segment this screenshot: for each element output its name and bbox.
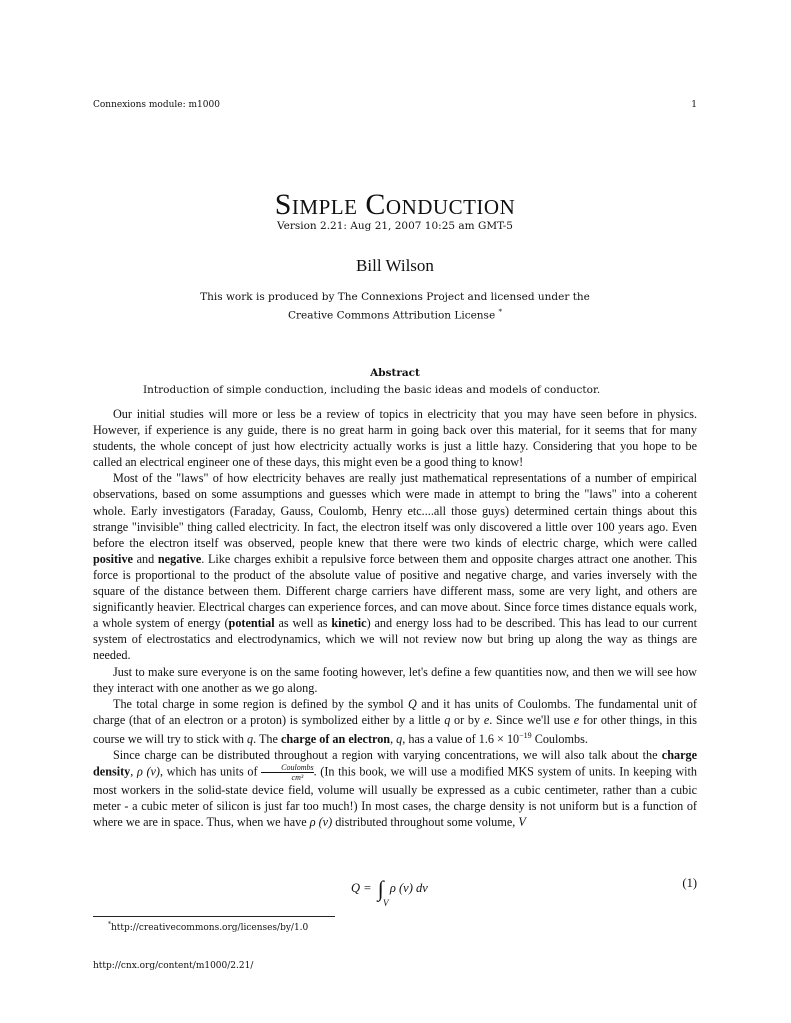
module-id: Connexions module: m1000 <box>93 100 220 110</box>
paragraph-text: and it has units of Coulombs. The fundamental unit of charge (that of an electron or a proton) is symbolized either by a little <box>93 696 697 727</box>
paragraph-text: , <box>390 731 397 746</box>
footnote-divider <box>93 916 335 917</box>
running-footer[interactable]: http://cnx.org/content/m1000/2.21/ <box>93 961 254 971</box>
title-block <box>93 188 697 324</box>
math-symbol: e <box>483 712 490 727</box>
units-fraction <box>261 763 313 782</box>
license-notice <box>93 290 697 324</box>
integral-subscript: V <box>383 898 389 908</box>
paragraph-text: and <box>132 551 158 566</box>
integral-sign: ∫ <box>377 876 384 901</box>
paragraph <box>93 664 697 696</box>
paragraph-text: Just to make sure everyone is on the same footing however, let's define a few quantities now, and then we will see how they interact with one another as we go along. <box>93 664 697 695</box>
footnote-mark: * <box>108 921 111 928</box>
paragraph-text: . Since we'll use <box>489 712 574 727</box>
equation-body <box>351 872 428 908</box>
math-symbol: q <box>396 731 403 746</box>
math-symbol: ρ (ν) <box>309 815 333 830</box>
term-positive: positive <box>93 551 133 566</box>
paragraph <box>93 470 697 663</box>
footnote-link[interactable]: http://creativecommons.org/licenses/by/1.0 <box>111 923 309 933</box>
charge-value: 1.6 × 10 <box>478 731 520 746</box>
math-symbol: Q <box>408 696 417 711</box>
paragraph-text: Most of the "laws" of how electricity behaves are really just mathematical representations of a number of empirical observations, based on some assumptions and guesses which were made in attempt to bring the "laws" into a coherent whole. Early investigators (Faraday, Gauss, Coulomb, Henry etc....all those guys) determined certain things about this strange "invisible" thing called electricity. In fact, the electron itself was only discovered a little over 100 years ago. Even before the electron itself was observed, people knew that there were two kinds of electric charge, which were called <box>93 471 697 550</box>
equation-integrand: ρ (ν) dν <box>389 881 428 895</box>
abstract-heading: Abstract <box>370 367 420 379</box>
paragraph-text: , has a value of <box>402 731 479 746</box>
paragraph-text: . (In this book, we will use a modified MKS system of units. In keeping with most workers in the solid-state device field, volume will usually be expressed as a cubic centimeter, rather than a cubic meter - a cubic meter of silicon is just far too much!) In most cases, the charge density is not uniform but is a function of where we are in space. Thus, when we have <box>93 764 697 830</box>
math-symbol: q <box>247 731 254 746</box>
paragraph-text: . Like charges exhibit a repulsive force between them and opposite charges attract one another. This force is proportional to the product of the absolute value of positive and negative charge, and varies inversely with the square of the distance between them. Different charge carriers have different mass, some are very light, and others are significantly heavier. Electrical charges can experience forces, and can move about. Since force times distance equals work, a whole system of energy ( <box>93 551 697 631</box>
paragraph-text: The total charge in some region is defined by the symbol <box>113 696 409 711</box>
math-symbol: e <box>573 712 580 727</box>
paragraph-text: as well as <box>274 616 332 631</box>
paragraph-text: distributed throughout some volume, <box>332 815 519 830</box>
math-symbol: V <box>518 815 526 830</box>
equation-1 <box>93 872 697 912</box>
equation-number: (1) <box>682 876 697 890</box>
abstract-text: Introduction of simple conduction, including the basic ideas and models of conductor. <box>143 384 601 396</box>
term-kinetic: kinetic <box>331 616 367 631</box>
footnote-marker[interactable]: * <box>498 308 502 316</box>
footnote <box>108 921 308 933</box>
paragraph-text: , which has units of <box>159 764 262 779</box>
paragraph-text: or by <box>450 712 484 727</box>
term-potential: potential <box>228 616 275 631</box>
running-header <box>93 100 697 110</box>
license-line-2: Creative Commons Attribution License <box>288 309 496 322</box>
paragraph-text: , <box>130 764 137 779</box>
paragraph <box>93 406 697 470</box>
term-negative: negative <box>157 551 202 566</box>
paragraph <box>93 696 697 747</box>
author-name: Bill Wilson <box>356 256 434 275</box>
body-text <box>93 406 697 830</box>
paragraph-text: ) and energy loss had to be described. This has lead to our current system of electrostatics and electrodynamics, which we will not review now but bring up along the way as things are needed. <box>93 616 697 663</box>
term-charge-density: charge density <box>93 748 697 779</box>
version-line: Version 2.21: Aug 21, 2007 10:25 am GMT-5 <box>277 220 513 232</box>
document-title: Simple Conduction <box>274 188 516 221</box>
paragraph-text: Our initial studies will more or less be a review of topics in electricity that you may have seen before in physics. However, if experience is any guide, there is no great harm in going back over this material, for it seems that for many students, the whole concept of just how electricity actually works is just a little hazy. Considering that you hope to be called an electrical engineer one of these days, this might even be a good thing to know! <box>93 407 697 470</box>
paragraph-text: Coulombs. <box>531 731 588 746</box>
fraction-denominator: cm³ <box>291 773 304 783</box>
page-number: 1 <box>691 100 697 110</box>
paragraph <box>93 747 697 830</box>
abstract <box>93 367 697 396</box>
equation-lhs: Q = <box>351 881 372 895</box>
math-symbol: q <box>444 712 451 727</box>
license-line-1: This work is produced by The Connexions Project and licensed under the <box>200 291 590 303</box>
paragraph-text: for other things, in this course we will try to stick with <box>93 712 698 746</box>
paragraph-text: . The <box>253 731 281 746</box>
term-charge-of-electron: charge of an electron <box>280 731 391 746</box>
paragraph-text: Since charge can be distributed throughout a region with varying concentrations, we will also talk about the <box>113 748 662 763</box>
fraction-numerator: Coulombs <box>261 763 313 773</box>
charge-exponent: −19 <box>519 730 532 740</box>
math-symbol: ρ (ν) <box>136 764 160 779</box>
